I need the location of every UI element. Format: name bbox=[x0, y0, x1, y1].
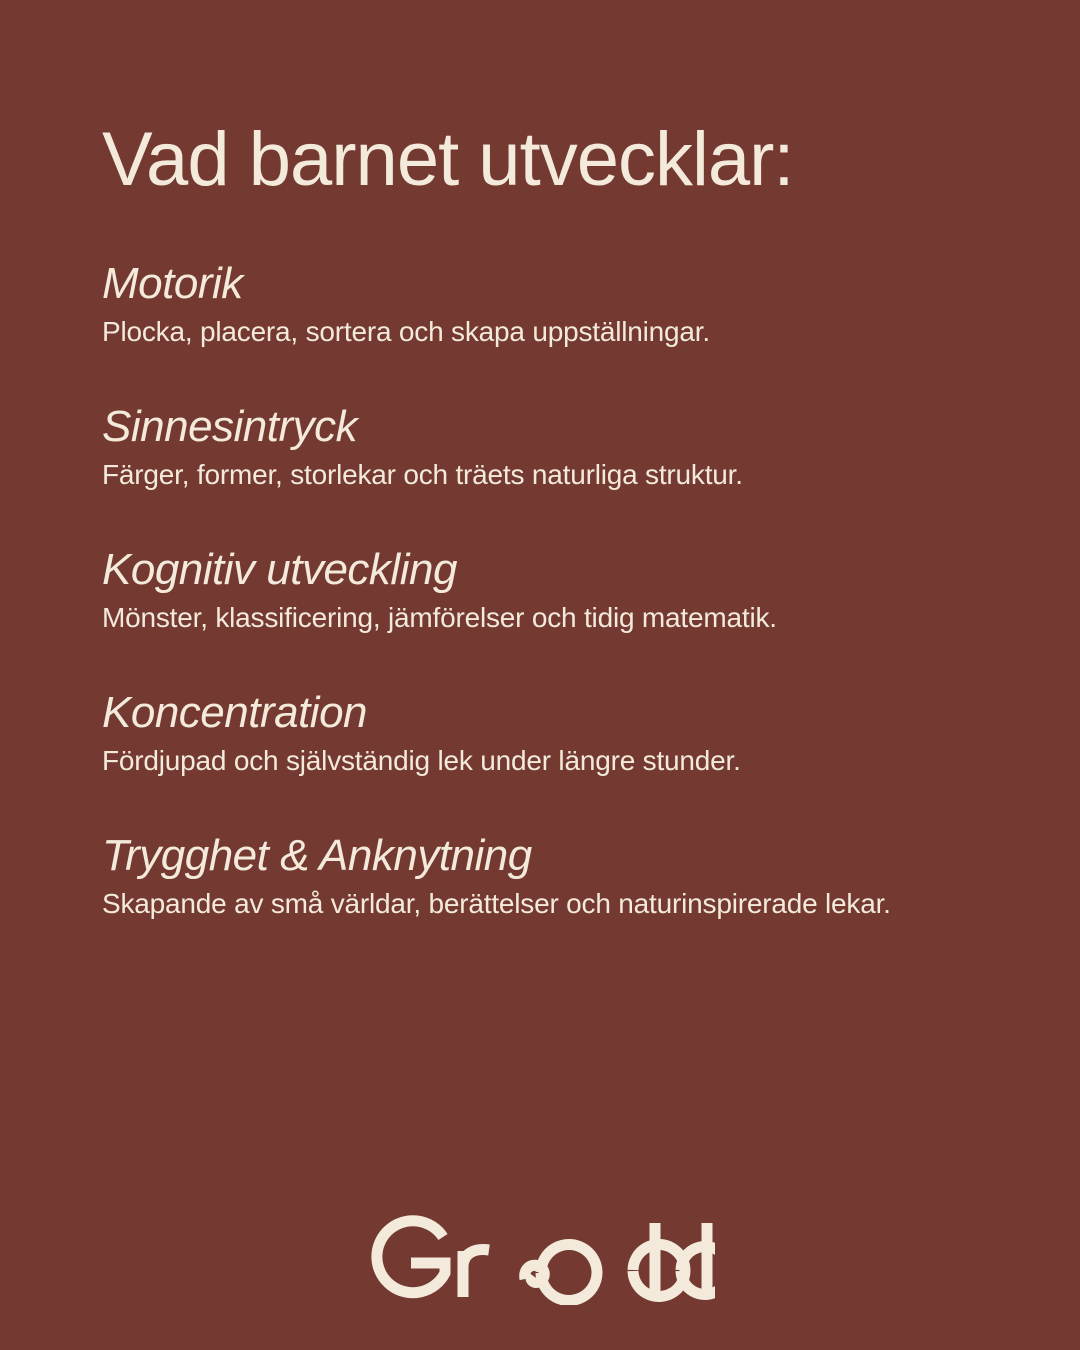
grodd-logo bbox=[365, 1215, 715, 1305]
list-item bbox=[102, 402, 1042, 548]
item-heading: Sinnesintryck bbox=[102, 402, 358, 451]
item-description: Skapande av små världar, berättelser och naturinspirerade lekar. bbox=[102, 888, 891, 919]
item-heading: Koncentration bbox=[102, 688, 368, 737]
list-item bbox=[102, 545, 1042, 691]
list-item bbox=[102, 259, 1042, 405]
item-description: Plocka, placera, sortera och skapa uppställningar. bbox=[102, 316, 710, 347]
list-item bbox=[102, 688, 1042, 834]
item-heading: Motorik bbox=[102, 259, 243, 308]
item-description: Mönster, klassificering, jämförelser och tidig matematik. bbox=[102, 602, 777, 633]
item-heading: Trygghet & Anknytning bbox=[102, 831, 532, 880]
item-description: Fördjupad och självständig lek under längre stunder. bbox=[102, 745, 741, 776]
development-list bbox=[102, 259, 1042, 977]
page-title: Vad barnet utvecklar: bbox=[102, 117, 794, 202]
item-description: Färger, former, storlekar och träets naturliga struktur. bbox=[102, 459, 743, 490]
item-heading: Kognitiv utveckling bbox=[102, 545, 457, 594]
list-item bbox=[102, 831, 1042, 977]
